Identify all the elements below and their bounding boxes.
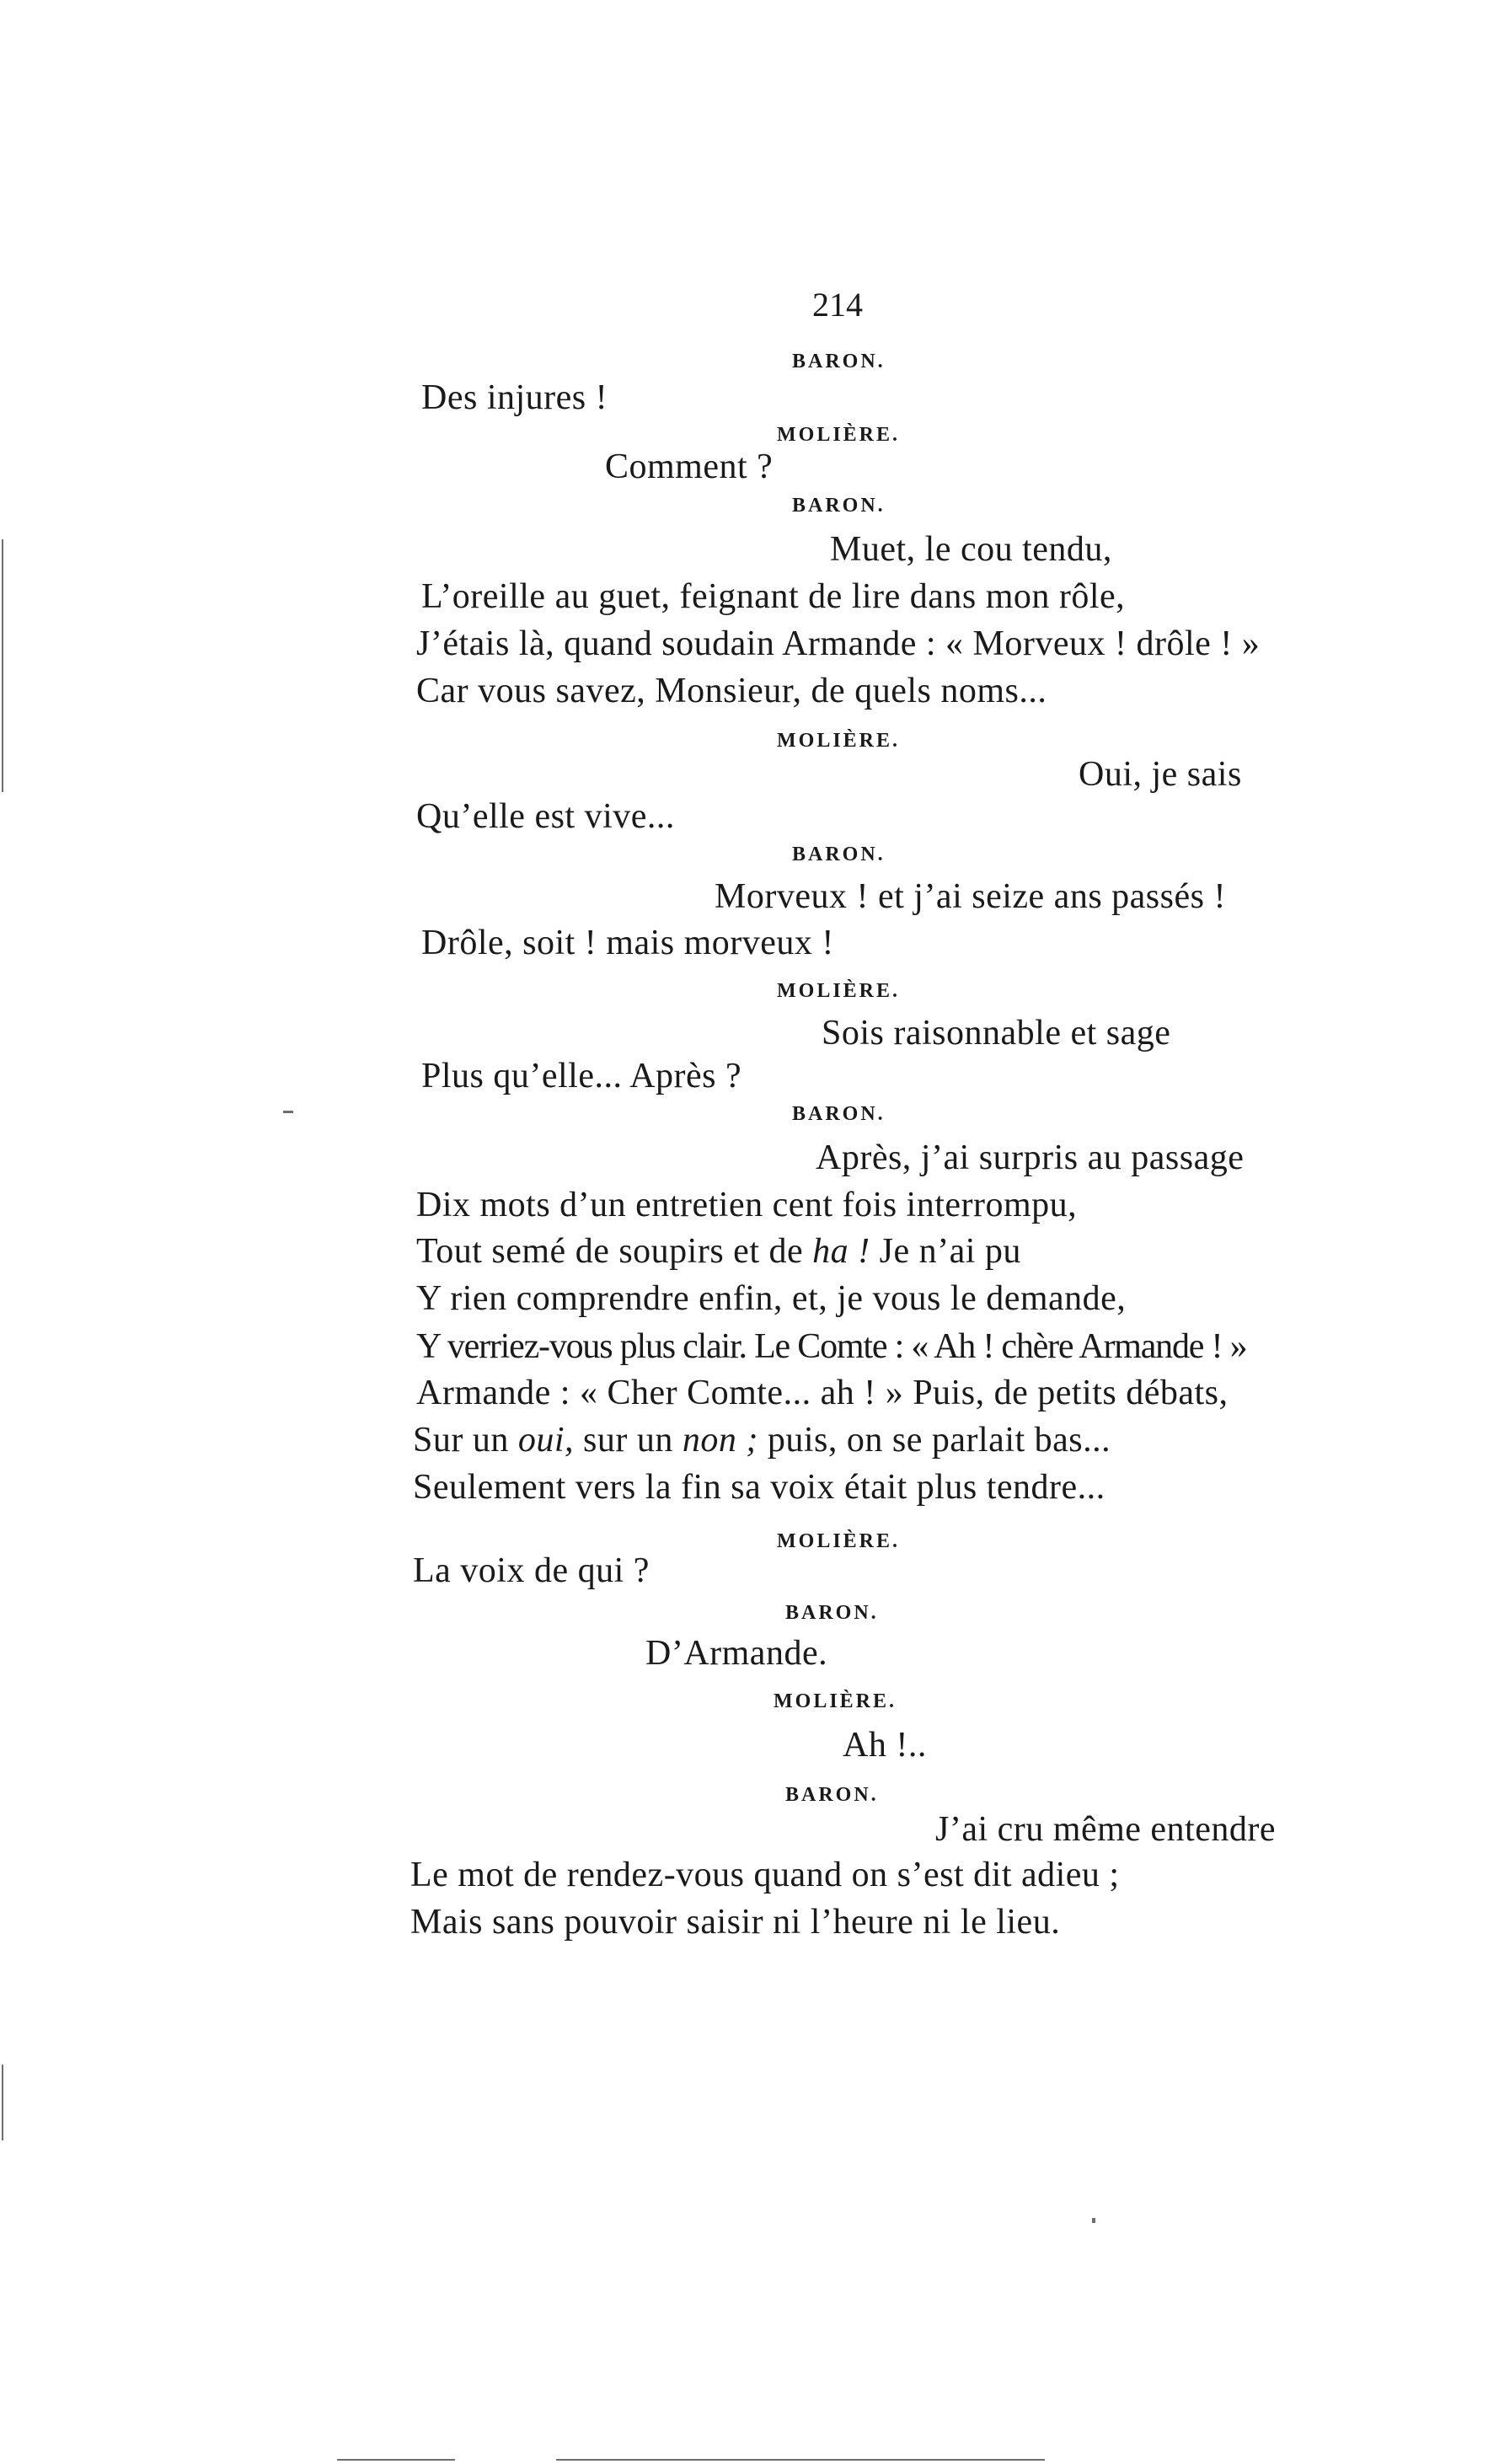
verse-line: Sois raisonnable et sage <box>822 1014 1171 1053</box>
verse-line: Plus qu’elle... Après ? <box>421 1057 742 1095</box>
verse-line: D’Armande. <box>645 1634 828 1673</box>
margin-rule <box>2 2065 3 2140</box>
verse-line <box>416 1231 1021 1272</box>
verse-italic: non ; <box>682 1421 758 1460</box>
margin-rule <box>2 539 3 792</box>
bottom-rule <box>337 2459 455 2461</box>
margin-dot <box>1092 2218 1095 2223</box>
verse-line: Qu’elle est vive... <box>416 797 675 836</box>
verse-line: Oui, je sais <box>1079 755 1242 794</box>
verse-line: L’oreille au guet, feignant de lire dans mon rôle, <box>421 577 1126 616</box>
verse-text: Tout semé de soupirs et de <box>416 1232 813 1271</box>
verse-line: Armande : « Cher Comte... ah ! » Puis, de petits débats, <box>416 1374 1229 1412</box>
page-number: 214 <box>812 286 863 324</box>
verse-line: J’ai cru même entendre <box>935 1810 1276 1849</box>
speaker-label: MOLIÈRE. <box>777 1530 901 1552</box>
verse-line: Des injures ! <box>421 378 608 417</box>
verse-line: Dix mots d’un entretien cent fois interrompu, <box>416 1186 1078 1224</box>
speaker-label: MOLIÈRE. <box>777 980 901 1002</box>
verse-text: Je n’ai pu <box>870 1232 1021 1271</box>
verse-line: La voix de qui ? <box>413 1551 650 1590</box>
speaker-label: BARON. <box>792 1103 886 1125</box>
verse-text: puis, on se parlait bas... <box>758 1421 1111 1460</box>
verse-italic: oui, <box>517 1421 575 1460</box>
verse-line: Après, j’ai surpris au passage <box>816 1138 1245 1177</box>
speaker-label: BARON. <box>792 495 886 517</box>
verse-italic: ha ! <box>812 1232 870 1271</box>
verse-line: Le mot de rendez-vous quand on s’est dit adieu ; <box>410 1856 1120 1894</box>
verse-line: J’étais là, quand soudain Armande : « Morveux ! drôle ! » <box>416 624 1261 663</box>
verse-line <box>413 1420 1111 1460</box>
verse-line: Drôle, soit ! mais morveux ! <box>421 924 834 962</box>
speaker-label: MOLIÈRE. <box>777 424 901 446</box>
verse-line: Comment ? <box>605 447 774 486</box>
verse-line: Y verriez-vous plus clair. Le Comte : « Ah ! chère Armande ! » <box>416 1327 1247 1366</box>
speaker-label: BARON. <box>785 1784 879 1806</box>
margin-dash <box>283 1111 293 1113</box>
bottom-rule <box>556 2459 1045 2461</box>
verse-line: Y rien comprendre enfin, et, je vous le demande, <box>416 1279 1127 1318</box>
verse-line: Ah !.. <box>843 1726 927 1765</box>
verse-line: Car vous savez, Monsieur, de quels noms... <box>416 672 1047 710</box>
verse-text: Sur un <box>413 1421 518 1460</box>
speaker-label: BARON. <box>792 844 886 865</box>
verse-text: sur un <box>574 1421 683 1460</box>
speaker-label: MOLIÈRE. <box>774 1690 897 1712</box>
speaker-label: BARON. <box>785 1602 879 1624</box>
verse-line: Mais sans pouvoir saisir ni l’heure ni le lieu. <box>410 1903 1061 1942</box>
verse-line: Muet, le cou tendu, <box>830 530 1112 569</box>
verse-line: Seulement vers la fin sa voix était plus tendre... <box>413 1468 1106 1507</box>
speaker-label: MOLIÈRE. <box>777 730 901 752</box>
verse-line: Morveux ! et j’ai seize ans passés ! <box>715 877 1226 916</box>
speaker-label: BARON. <box>792 351 886 372</box>
